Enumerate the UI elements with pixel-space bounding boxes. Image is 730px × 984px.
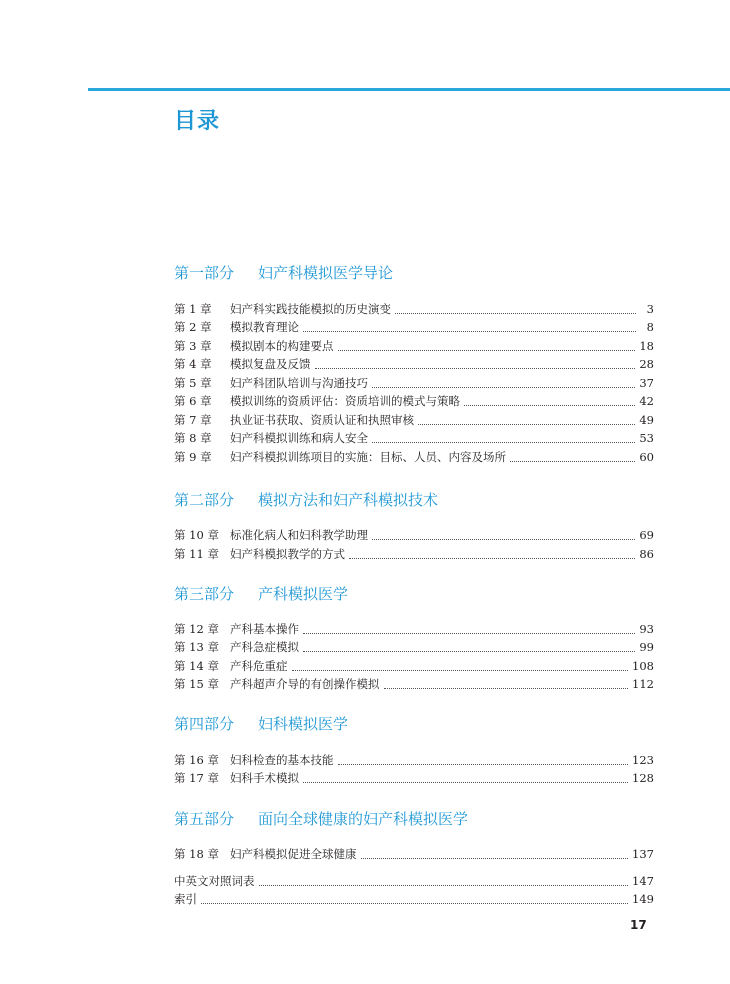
dot-leader [338,350,636,351]
toc-entry[interactable] [174,448,654,466]
chapter-number: 第 11 章 [174,547,219,561]
chapter-number: 第 5 章 [174,376,212,390]
part-heading-1 [174,262,393,283]
part-label: 第二部分 [174,491,235,509]
dot-leader [292,670,629,671]
dot-leader [395,313,636,314]
part-title: 产科模拟医学 [258,585,349,603]
page-ref: 99 [639,640,654,654]
dot-leader [361,858,629,859]
toc-entry-glossary[interactable] [174,872,654,890]
page-ref: 149 [632,892,654,906]
page-ref: 108 [632,659,654,673]
chapter-number: 第 7 章 [174,413,212,427]
chapter-title: 产科急症模拟 [230,640,299,654]
dot-leader [315,368,636,369]
chapter-title: 执业证书获取、资质认证和执照审核 [230,413,414,427]
chapter-title: 模拟剧本的构建要点 [230,339,334,353]
chapter-number: 第 18 章 [174,847,219,861]
dot-leader [338,764,629,765]
toc-entry[interactable] [174,374,654,392]
toc-entry[interactable] [174,545,654,563]
toc-entry[interactable] [174,638,654,656]
page-ref: 112 [632,677,654,691]
toc-entry[interactable] [174,318,654,336]
chapter-number: 第 9 章 [174,450,212,464]
part-label: 第四部分 [174,715,235,733]
chapter-title: 标准化病人和妇科教学助理 [230,528,368,542]
page-title: 目录 [174,109,221,134]
dot-leader [372,539,635,540]
toc-entry[interactable] [174,675,654,693]
chapter-title: 妇产科模拟促进全球健康 [230,847,357,861]
page-ref: 42 [639,394,654,408]
part-heading-4 [174,713,348,734]
chapter-number: 第 14 章 [174,659,219,673]
part-title: 妇科模拟医学 [258,715,349,733]
part-heading-5 [174,808,468,829]
part-title: 模拟方法和妇产科模拟技术 [258,491,439,509]
chapter-title: 模拟教育理论 [230,320,299,334]
chapter-title: 妇产科模拟训练项目的实施：目标、人员、内容及场所 [230,450,506,464]
page-ref: 123 [632,753,654,767]
page-ref: 37 [639,376,654,390]
toc-entry[interactable] [174,392,654,410]
part-heading-2 [174,489,438,510]
toc-entry[interactable] [174,845,654,863]
page-ref: 60 [639,450,654,464]
chapter-title: 妇科检查的基本技能 [230,753,334,767]
page-ref: 147 [632,874,654,888]
dot-leader [303,782,628,783]
chapter-number: 第 10 章 [174,528,219,542]
page-number: 17 [630,918,647,932]
page-ref: 137 [632,847,654,861]
page-ref: 128 [632,771,654,785]
part-label: 第三部分 [174,585,235,603]
chapter-number: 第 8 章 [174,431,212,445]
toc-entry-index[interactable] [174,890,654,908]
chapter-number: 第 13 章 [174,640,219,654]
toc-entry[interactable] [174,526,654,544]
chapter-number: 第 4 章 [174,357,212,371]
chapter-number: 第 2 章 [174,320,212,334]
chapter-number: 第 12 章 [174,622,219,636]
chapter-title: 妇科手术模拟 [230,771,299,785]
part-label: 第一部分 [174,264,235,282]
toc-entry[interactable] [174,337,654,355]
chapter-title: 妇产科模拟训练和病人安全 [230,431,368,445]
appendix-title: 中英文对照词表 [174,874,255,888]
dot-leader [384,688,629,689]
page-ref: 69 [639,528,654,542]
page-ref: 3 [646,302,654,316]
dot-leader [303,651,635,652]
toc-entry[interactable] [174,769,654,787]
chapter-title: 妇产科模拟教学的方式 [230,547,345,561]
dot-leader [418,424,635,425]
chapter-title: 产科基本操作 [230,622,299,636]
chapter-title: 产科超声介导的有创操作模拟 [230,677,380,691]
dot-leader [372,387,635,388]
toc-entry[interactable] [174,751,654,769]
page-ref: 93 [639,622,654,636]
chapter-number: 第 17 章 [174,771,219,785]
part-title: 妇产科模拟医学导论 [258,264,394,282]
toc-entry[interactable] [174,620,654,638]
chapter-number: 第 6 章 [174,394,212,408]
dot-leader [303,633,635,634]
dot-leader [303,331,636,332]
chapter-title: 产科危重症 [230,659,288,673]
chapter-title: 妇产科团队培训与沟通技巧 [230,376,368,390]
page-ref: 53 [639,431,654,445]
chapter-title: 模拟训练的资质评估：资质培训的模式与策略 [230,394,460,408]
chapter-title: 妇产科实践技能模拟的历史演变 [230,302,391,316]
dot-leader [349,558,635,559]
dot-leader [372,442,635,443]
toc-entry[interactable] [174,657,654,675]
page-ref: 49 [639,413,654,427]
chapter-number: 第 16 章 [174,753,219,767]
chapter-number: 第 3 章 [174,339,212,353]
toc-entry[interactable] [174,411,654,429]
page-ref: 28 [639,357,654,371]
chapter-number: 第 15 章 [174,677,219,691]
dot-leader [464,405,635,406]
top-rule [88,88,730,91]
part-label: 第五部分 [174,810,235,828]
page-ref: 8 [646,320,654,334]
dot-leader [259,885,629,886]
part-title: 面向全球健康的妇产科模拟医学 [258,810,469,828]
page-ref: 18 [639,339,654,353]
chapter-number: 第 1 章 [174,302,212,316]
toc-entry[interactable] [174,300,654,318]
appendix-title: 索引 [174,892,197,906]
toc-entry[interactable] [174,355,654,373]
chapter-title: 模拟复盘及反馈 [230,357,311,371]
toc-entry[interactable] [174,429,654,447]
part-heading-3 [174,583,348,604]
dot-leader [510,461,635,462]
page-ref: 86 [639,547,654,561]
dot-leader [201,903,628,904]
